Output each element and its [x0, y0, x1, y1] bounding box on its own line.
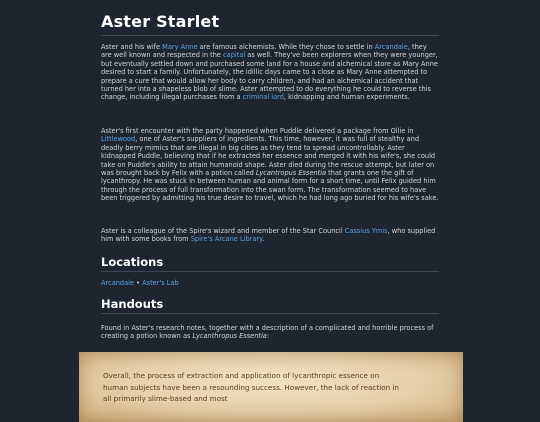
- text: , one of Aster's suppliers of ingredients. This time, however, it was full of stealthy and deadly berry mimics that are illegal in big cities as they tend to spread uncontrollably. Aster kidnapped Puddle, believing that if he extracted her essence and merged it with his wife's, she could take on Puddle's ability to attain humanoid shape. Aster died during the rescue attempt, but later on was brought back by Felix with a potion called: [101, 135, 436, 178]
- title-divider: [101, 35, 439, 36]
- handouts-divider: [101, 313, 439, 314]
- intro-paragraph-2: [101, 127, 439, 203]
- handouts-description: [101, 324, 439, 341]
- text: :: [266, 332, 270, 341]
- locations-divider: [101, 271, 439, 272]
- text: , they are well known and respected in the: [101, 43, 427, 60]
- page-title: Aster Starlet: [101, 12, 220, 31]
- text: are famous alchemists. While they chose to settle in: [197, 43, 375, 51]
- text: Aster's first encounter with the party happened when Puddle delivered a package from Ollie in: [101, 127, 414, 135]
- link-littlewood[interactable]: Littlewood: [101, 135, 136, 144]
- text: as well. They've been explorers when they were younger, but eventually settled down and purchased some land for a house and alchemical store as Mary Anne desired to start a family. Unfortunately, the idillic days came to a close as Mary Anne attempted to prepare a cure that would allow her body to carry children, and had an alchemical accident that turned her into a shapeless blob of slime. Aster attempted to do everything he could to reverse this change, including illegal purchases from a: [101, 51, 438, 102]
- link-arcandale[interactable]: Arcandale: [374, 43, 408, 51]
- link-arcane-library[interactable]: Spire's Arcane Library: [190, 235, 263, 244]
- text: , who supplied him with some books from: [101, 227, 436, 244]
- link-capital[interactable]: capital: [223, 51, 246, 60]
- potion-name: Lycanthropus Essentia: [192, 332, 267, 341]
- parchment-handout: [79, 352, 463, 422]
- text: , kidnapping and human experiments.: [283, 93, 410, 102]
- parchment-text: Overall, the process of extraction and application of lycanthropic essence on human subjects have been a resounding success. However, the lack of reaction in all primarily slime-based and most: [103, 371, 399, 403]
- location-link-arcandale[interactable]: Arcandale: [101, 279, 135, 287]
- link-mary-anne[interactable]: Mary Anne: [162, 43, 198, 51]
- intro-paragraph-3: [101, 227, 439, 244]
- text: that grants one the gift of lycanthropy. He was stuck in between human and animal form for a short time, until Felix guided him through the process of full transformation into the swan form. The transformation seemed to have been triggered by admitting his true desire to travel, which he had long ago buried for his wife's sake.: [101, 169, 439, 203]
- location-link-asters-lab[interactable]: Aster's Lab: [142, 279, 179, 287]
- intro-paragraph-1: [101, 43, 439, 102]
- text: .: [262, 235, 265, 244]
- link-criminal-lord[interactable]: criminal lord: [242, 93, 284, 102]
- link-separator: •: [134, 279, 143, 287]
- text: Aster is a colleague of the Spire's wizard and member of the Star Council: [101, 227, 345, 235]
- handouts-heading: Handouts: [101, 297, 164, 311]
- text: Aster and his wife: [101, 43, 163, 51]
- text: Found in Aster's research notes, together with a description of a complicated and horrible process of creating a potion known as: [101, 324, 434, 341]
- locations-heading: Locations: [101, 255, 164, 269]
- link-cassius-ymis[interactable]: Cassius Ymis: [344, 227, 388, 235]
- potion-name: Lycantropus Essentia: [255, 169, 327, 178]
- locations-links: [101, 279, 179, 287]
